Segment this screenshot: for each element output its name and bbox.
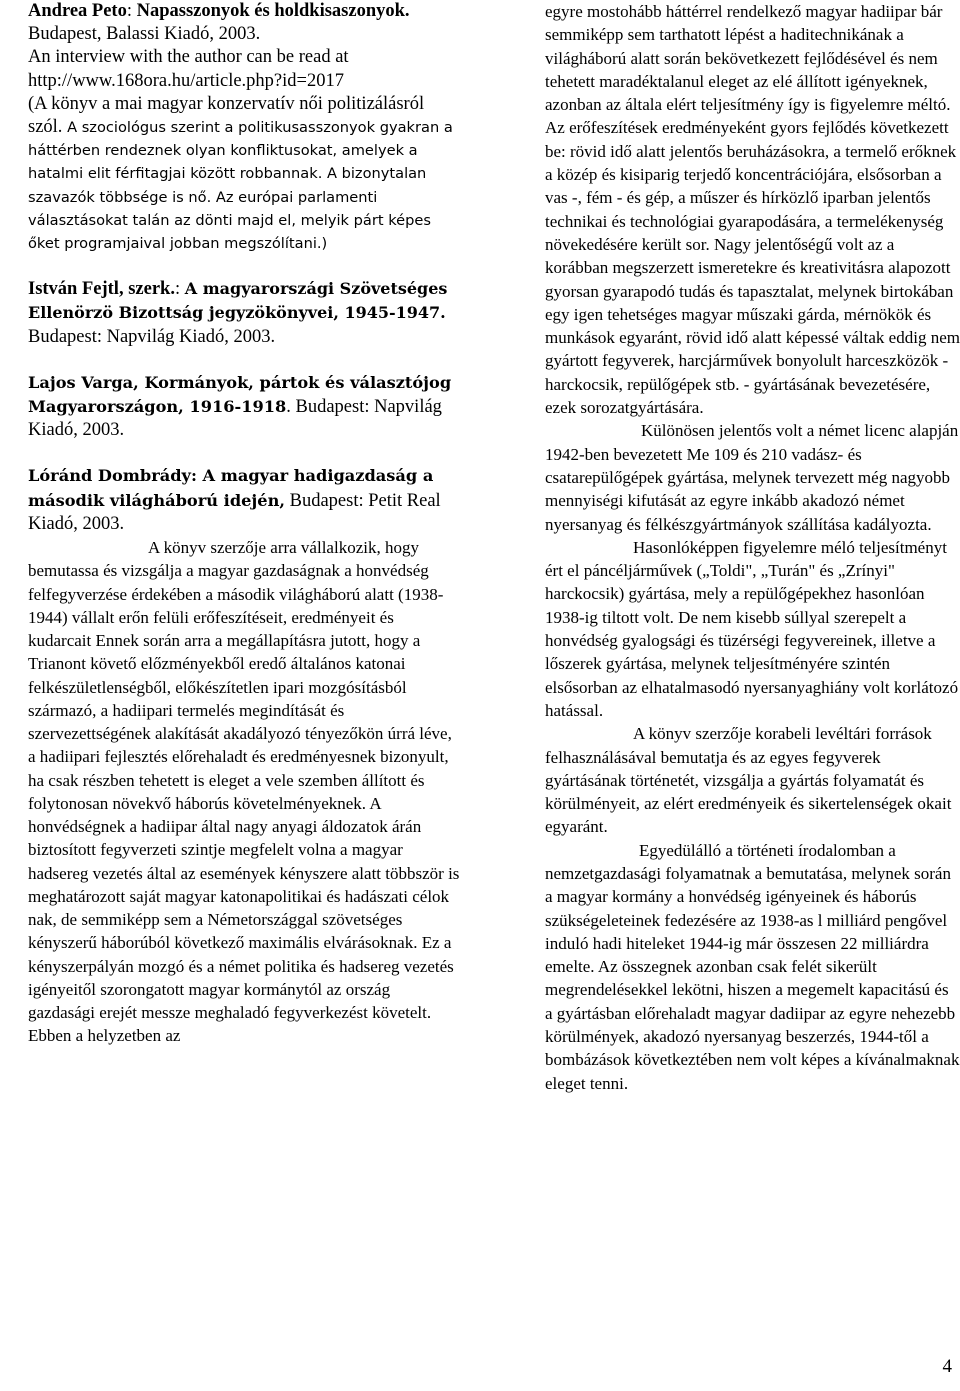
peto-summary [28,93,460,255]
dombrady-publisher: Budapest: Petit Real Kiadó, 2003. [28,490,441,534]
page-number: 4 [942,1356,952,1377]
varga-publisher: . Budapest: Napvilág Kiadó, 2003. [28,397,442,441]
spacer [28,442,460,464]
summary-sans-part-1: A szociológus szerint a politikusasszonyok gyakran a háttérben rendeznek olyan konfliktusokat, amelyek a hatalmi elit férfitagjai között robbannak. [28,119,453,183]
review-paragraph-3: Hasonlóképpen figyelemre méló teljesítményt ért el páncéljárművek („Toldi", „Turán" és „Zrínyi" harckocsik) gyártása, mely a repülőgépekhez hasonlóan 1938-ig tiltott volt. De nem kisebb súllyal szerepelt a honvédség gyalogsági és tüzérségi fegyvereinek, illetve a lőszerek gyártása, melynek teljesítményére szintén elsősorban az elhatalmasodó nyersanyaghiány volt korlátozó hatással. [545,537,959,720]
dombrady-review: A könyv szerzője arra vállalkozik, hogy bemutassa és vizsgálja a magyar gazdaságnak a honvédség felfegyverzése érdekében a második világháború alatt (1938-1944) vállalt erőn felüli erőfeszítéseit, eredményeit és kudarcait Ennek során arra a megállapításra jutott, hogy a Trianont követő előzményekből eredő általános katonai felkészületlenségből, előkészítetlen ipari mozgósításból származó, a hadiipari termelés megindítását és szervezettségének alakítását akadályozó tényezőkön úrrá léve, a hadiipari fejlesztés előrehaladt és eredményesnek bizonyult, ha csak részben tehetett is eleget a vele szemben állított és folytonosan növekvő háborús követelményeknek. A honvédségnek a hadiipar által nagy anyagi áldozatok árán biztosított fegyverzeti szintje megfelelt volna a magyar hadsereg vezetés által az események kényszere alatt többször is meghatározott saját magyar katonapolitikai és hadászati célok nak, de semmiképp sem a Németországgal szövetséges kényszerű háborúból következő maximális elvárásoknak. Ez a kényszerpályán mozgó és a német politika és hadsereg vezetés igényeitől szorongatott magyar kormánytól az ország gazdasági erejét messze meghaladó fegyverkezést követelt. Ebben a helyzetben az [28,538,460,1046]
spacer [28,349,460,371]
peto-author: Andrea Peto [28,1,127,21]
left-column [28,0,460,1048]
review-paragraph-2: Különösen jelentős volt a német licenc alapján 1942-ben bevezetett Me 109 és 210 vadász- és csatarepülőgépek gyártása, melynek tervezett még nagyobb mennyiségi kifutását az egyre inkább akadozó német nyersanyag és félkészgyártmányok szállítása kadályozta. [545,421,959,534]
interview-link-text: An interview with the author can be read at http://www.168ora.hu/article.php?id=2017 [28,47,349,91]
review-paragraph-4: A könyv szerzője korabeli levéltári források felhasználásával bemutatja és az egyes fegyverek gyártásának történetét, vizsgálja a gyártás folyamatát és körülményeit, az elért eredményeik és sikertelenségek okait egyaránt. [545,724,952,837]
summary-sans-part-2: A bizonytalan szavazók többsége is nő. [28,165,427,206]
fejtl-colon: : [174,279,185,300]
peto-publisher: Budapest, Balassi Kiadó, 2003. [28,24,261,45]
summary-sans-part-3: Az európai parlamenti választásokat talán az dönti majd el, melyik párt képes őket programjaival jobban megszólítani.) [28,188,431,253]
fejtl-citation [28,277,460,349]
dombrady-title: Lóránd Dombrády: A magyar hadigazdaság a második világháború idején, [28,466,434,510]
spacer [28,255,460,277]
summary-serif-part: (A könyv a mai magyar konzervatív női politizálásról szól. [28,93,425,138]
fejtl-title: A magyarországi Szövetséges Ellenörzö Bizottság jegyzökönyvei, 1945-1947. [28,279,448,323]
peto-title: Napasszonyok és holdkisaszonyok. [136,1,410,21]
review-paragraph-5: Egyedülálló a történeti írodalomban a nemzetgazdasági folyamatnak a bemutatása, melynek során a magyar kormány a honvédség igényeinek és háborús szükségeleteinek fedezésére az 1938-as l milliárd pengővel induló hadi hiteleket 1944-ig már összesen 22 milliárdra emelte. Az összegnek azonban csak felét sikerült megrendelésekkel lekötni, hiszen a megemelt kapacitású és a gyártásban előrehaladt magyar dadiipar az egyre nehezebb körülmények, akadozó nyersanyag beszerzés, 1944-től a bombázások következtében nem volt képes a kívánalmaknak eleget tenni. [545,840,960,1093]
dombrady-citation [28,464,460,536]
peto-citation [28,0,460,46]
varga-title: Lajos Varga, Kormányok, pártok és választójog Magyarországon, 1916-1918 [28,372,452,417]
peto-colon: : [126,1,137,21]
varga-citation [28,371,460,443]
right-column [545,0,960,1095]
fejtl-publisher: Budapest: Napvilág Kiadó, 2003. [28,326,276,347]
review-paragraph-1: egyre mostohább háttérrel rendelkező magyar hadiipar bár semmiképp sem tarthatott lépést a haditechnikának a világháború alatt során bekövetkezett fejlődésével és nem tehetett maradéktalanul eleget az elé állított igényeknek, azonban az általa elért teljesítmény így is figyelemre méltó. Az erőfeszítések eredményeként gyors fejlődés következett be: rövid idő alatt jelentős beruházásokra, a termelő erőknek a közép és kisiparig terjedő koncentrációjára, elsősorban a vas -, fém - és gép, a műszer és hírközlő iparban jelentős technikai és technológiai gyarapodására, a termelékenység növekedésére került sor. Nagy jelentőségű volt az a korábban megszerzett ismeretekre és kreativitásra alapozott gyorsan gyarapodó tudás és tapasztalat, melynek birtokában egy igen tehetséges magyar műszaki gárda, mérnökök és munkások egyaránt, rövid idő alatt képessé váltak eddig nem gyártott fegyverek, harcjárművek bonyolult harceszközök - harckocsik, repülőgépek stb. - gyártásának bevezetésére, ezek sorozatgyártására. [545,2,960,418]
fejtl-editor: István Fejtl, szerk. [28,279,175,300]
